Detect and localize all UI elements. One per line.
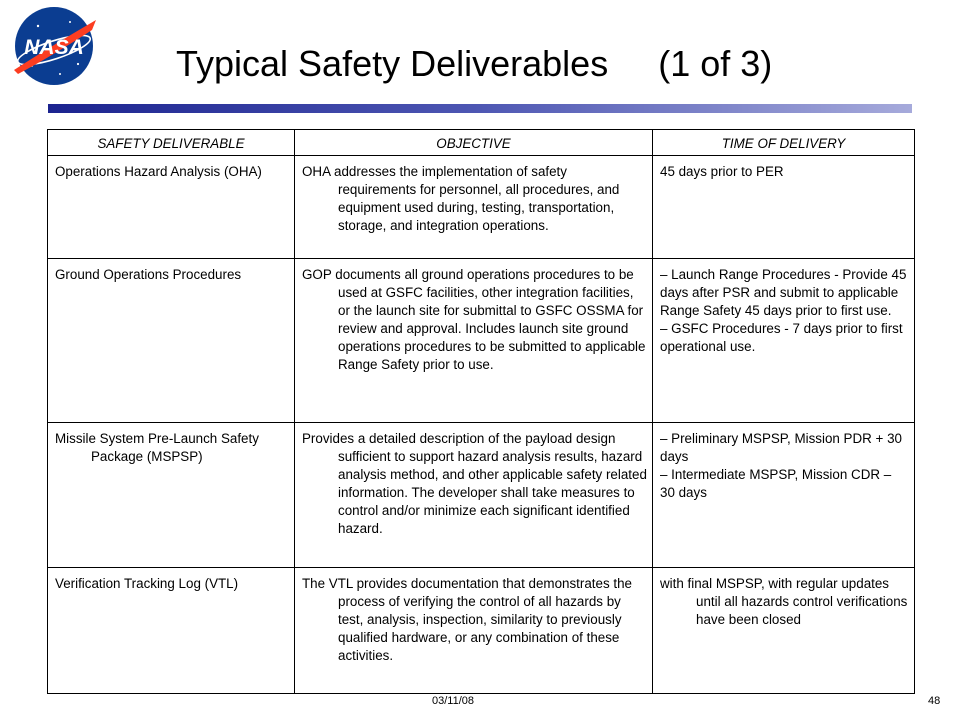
delivery-cell: with final MSPSP, with regular updates until all hazards control verifications have been closed xyxy=(660,576,908,627)
deliverable-cell: Missile System Pre-Launch Safety Package (MSPSP) xyxy=(55,431,259,464)
column-header-objective: OBJECTIVE xyxy=(295,130,653,156)
objective-cell: OHA addresses the implementation of safety requirements for personnel, all procedures, and equipment used during, testing, transportation, storage, and integration operations. xyxy=(302,164,620,233)
footer-date: 03/11/08 xyxy=(432,695,475,707)
column-header-deliverable: SAFETY DELIVERABLE xyxy=(48,130,295,156)
nasa-logo xyxy=(8,4,100,88)
objective-cell: The VTL provides documentation that demonstrates the process of verifying the control of all hazards by test, analysis, inspection, similarity to previously qualified hardware, or any combination of these activities. xyxy=(302,576,632,663)
objective-cell: GOP documents all ground operations procedures to be used at GSFC facilities, other integration facilities, or the launch site for submittal to GSFC OSSMA for review and approval. Includes launch site ground operations procedures to be submitted to applicable Range Safety prior to use. xyxy=(302,267,646,372)
delivery-cell-item: – Preliminary MSPSP, Mission PDR + 30 days xyxy=(660,431,902,464)
page-number: 48 xyxy=(928,695,941,707)
column-header-delivery: TIME OF DELIVERY xyxy=(653,130,915,156)
delivery-cell-item: – Intermediate MSPSP, Mission CDR – 30 days xyxy=(660,467,892,500)
table-row xyxy=(48,568,915,694)
table-header-row xyxy=(48,130,915,156)
page-title: Typical Safety Deliverables (1 of 3) xyxy=(176,43,773,84)
table-row xyxy=(48,423,915,568)
deliverable-cell: Verification Tracking Log (VTL) xyxy=(55,576,239,591)
table-row xyxy=(48,259,915,423)
deliverable-cell: Operations Hazard Analysis (OHA) xyxy=(55,164,262,179)
table-row xyxy=(48,156,915,259)
nasa-logo-text: NASA xyxy=(24,36,84,59)
safety-deliverables-table xyxy=(47,129,915,694)
title-underline-bar xyxy=(48,104,912,113)
delivery-cell: 45 days prior to PER xyxy=(660,164,784,179)
delivery-cell-item: – GSFC Procedures - 7 days prior to first operational use. xyxy=(660,321,903,354)
delivery-cell-item: – Launch Range Procedures - Provide 45 days after PSR and submit to applicable Range Safety 45 days prior to first use. xyxy=(660,267,907,318)
deliverable-cell: Ground Operations Procedures xyxy=(55,267,242,282)
objective-cell: Provides a detailed description of the payload design sufficient to support hazard analysis results, hazard analysis method, and other applicable safety related information. The developer shall take measures to control and/or minimize each significant identified hazard. xyxy=(302,431,647,536)
